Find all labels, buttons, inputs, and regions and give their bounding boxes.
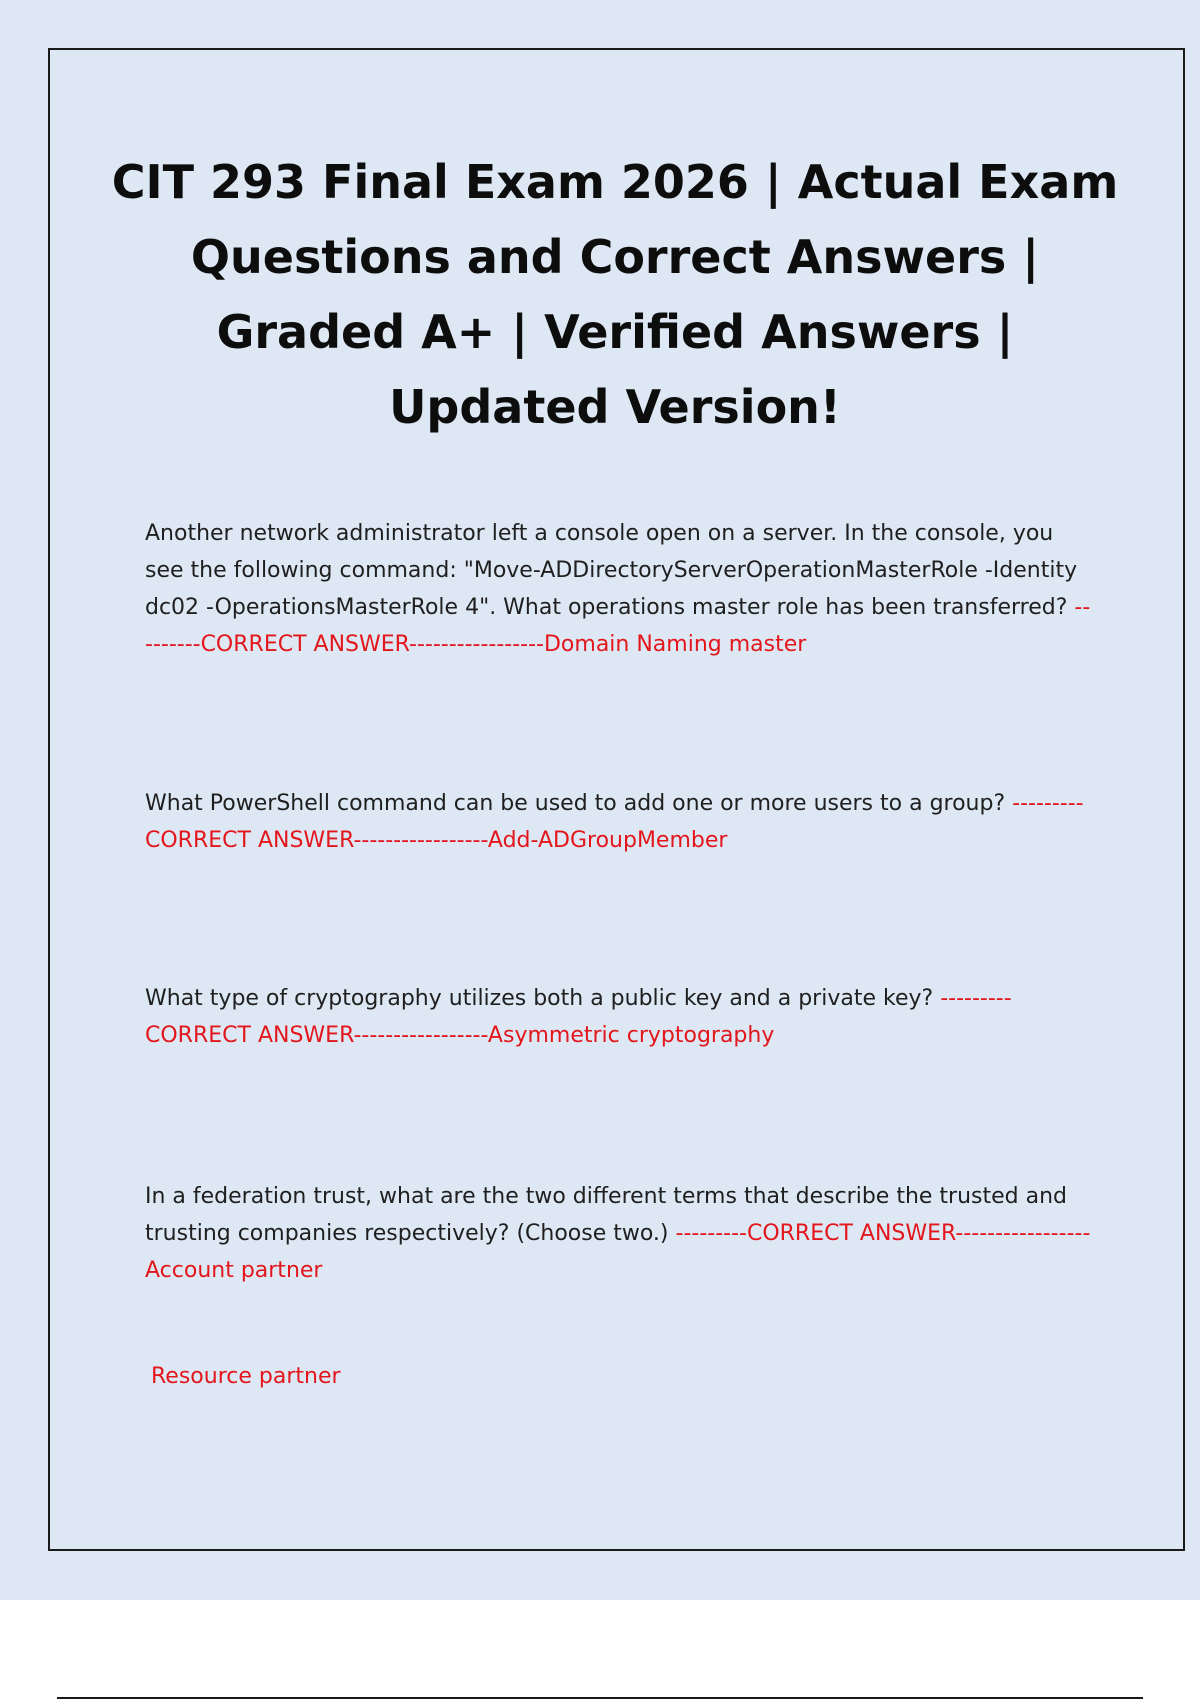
qa-item-3 bbox=[145, 980, 1095, 1054]
answer-text: ---------CORRECT ANSWER-----------------Add-ADGroupMember bbox=[145, 791, 1084, 853]
question-text: What PowerShell command can be used to add one or more users to a group? bbox=[145, 791, 1006, 816]
qa-item-4 bbox=[145, 1178, 1095, 1289]
question-text: Another network administrator left a console open on a server. In the console, you see the following command: "Move-ADDirectoryServerOperationMasterRole -Identity dc02 -OperationsMasterRole 4". What operations master role has been transferred? bbox=[145, 521, 1078, 620]
answer-text: ---------CORRECT ANSWER-----------------Asymmetric cryptography bbox=[145, 986, 1012, 1048]
question-text: What type of cryptography utilizes both a public key and a private key? bbox=[145, 986, 934, 1011]
question-text: In a federation trust, what are the two different terms that describe the trusted and trusting companies respectively? (Choose two.) bbox=[145, 1184, 1068, 1246]
document-title: CIT 293 Final Exam 2026 | Actual Exam Questions and Correct Answers | Graded A+ | Verified Answers | Updated Version! bbox=[111, 155, 1119, 434]
answer-text: ---------CORRECT ANSWER-----------------Domain Naming master bbox=[145, 595, 1091, 657]
qa-item-2 bbox=[145, 785, 1095, 859]
answer-text: ---------CORRECT ANSWER-----------------Account partner bbox=[145, 1221, 1091, 1283]
footer-divider bbox=[57, 1697, 1143, 1699]
extra-answer-text: Resource partner bbox=[151, 1364, 341, 1389]
qa-item-1 bbox=[145, 515, 1095, 663]
